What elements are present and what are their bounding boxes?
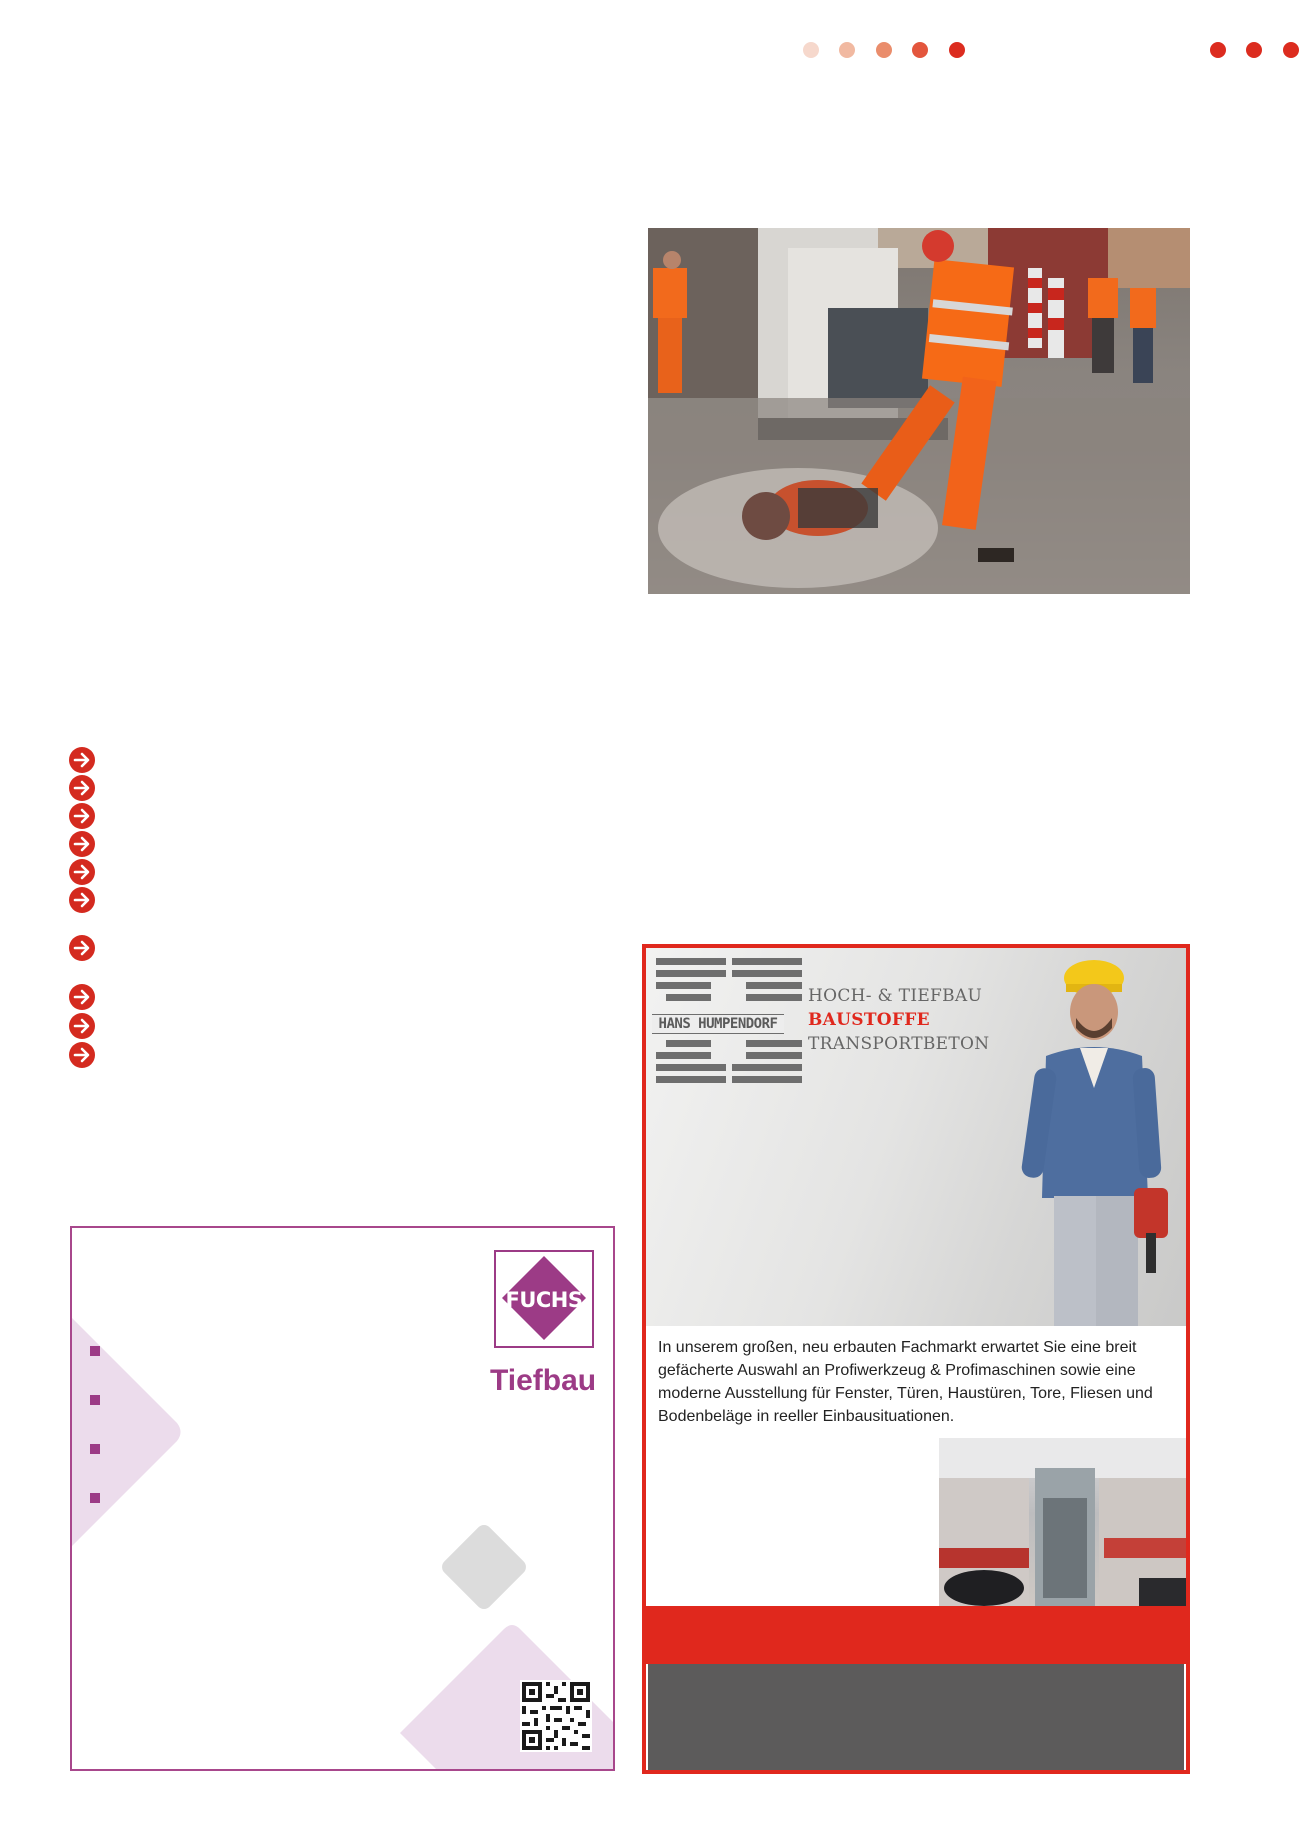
arrow-right-circle-icon [69,887,95,913]
tagline-transportbeton: TRANSPORTBETON [808,1034,990,1054]
logo-bar [656,982,711,989]
tagline-baustoffe: BAUSTOFFE [808,1010,930,1030]
header-dot-6 [1210,42,1226,58]
logo-bar [746,1052,802,1059]
fuchs-tiefbau-ad[interactable] [70,1226,615,1771]
header-dot-8 [1283,42,1299,58]
logo-bar [656,1052,711,1059]
red-banner [646,1606,1186,1664]
logo-bar [666,1040,711,1047]
header-dot-2 [839,42,855,58]
logo-bar [746,994,802,1001]
logo-bar [732,1064,802,1071]
hero-photo [646,948,1186,1326]
logo-bar [746,982,802,989]
logo-bar [666,994,711,1001]
fuchs-logo [494,1250,594,1348]
list-bullet [90,1346,100,1356]
arrow-right-circle-icon [69,747,95,773]
logo-bar [656,970,726,977]
fuchs-logo-text: FUCHS [505,1288,583,1312]
logo-bar [656,958,726,965]
qr-code-icon[interactable] [520,1680,592,1752]
list-bullet [90,1444,100,1454]
header-dot-3 [876,42,892,58]
worker-figure [976,948,1186,1326]
arrow-right-circle-icon [69,803,95,829]
logo-bar [732,970,802,977]
logo-bar [732,958,802,965]
header-dot-1 [803,42,819,58]
fuchs-title: Tiefbau [490,1364,597,1397]
construction-photo [648,228,1190,594]
header-dot-4 [912,42,928,58]
arrow-right-circle-icon [69,831,95,857]
contact-panel [648,1664,1184,1770]
humpendorf-ad[interactable] [642,944,1190,1774]
logo-bar [656,1064,726,1071]
header-dot-5 [949,42,965,58]
arrow-right-circle-icon [69,1042,95,1068]
arrow-right-circle-icon [69,1013,95,1039]
arrow-right-circle-icon [69,775,95,801]
arrow-right-circle-icon [69,984,95,1010]
store-photo [939,1438,1186,1606]
logo-bar [746,1040,802,1047]
list-bullet [90,1493,100,1503]
arrow-right-circle-icon [69,859,95,885]
arrow-right-circle-icon [69,935,95,961]
tagline-hoch-tiefbau: HOCH- & TIEFBAU [808,986,983,1006]
logo-bar [732,1076,802,1083]
ad-body-text: In unserem großen, neu erbauten Fachmarkt erwartet Sie eine breit gefächerte Auswahl an Profiwerkzeug & Profimaschinen sowie eine moderne Ausstellung für Fenster, Türen, Haustüren, Tore, Fliesen und Bodenbeläge in reeller Einbausituationen. [658,1339,1153,1425]
list-bullet [90,1395,100,1405]
logo-bar [656,1076,726,1083]
brand-name: HANS HUMPENDORF [652,1014,784,1034]
header-dot-7 [1246,42,1262,58]
